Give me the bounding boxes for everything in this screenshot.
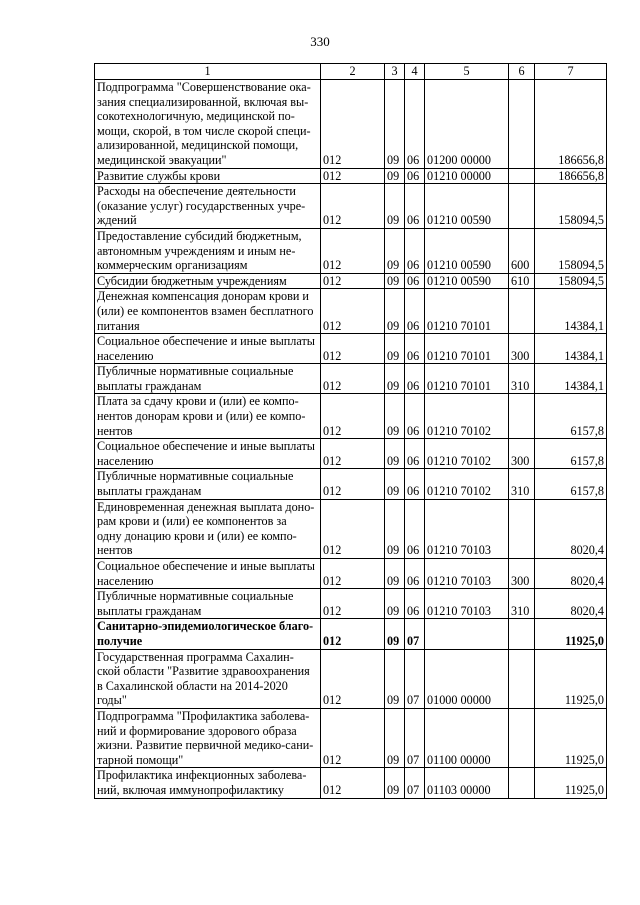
table-body	[95, 80, 607, 799]
row-ministry-code: 012	[321, 499, 385, 558]
row-target-article: 01210 70102	[425, 469, 509, 499]
header-col-4: 4	[405, 64, 425, 80]
row-section: 09	[385, 334, 405, 364]
row-name	[95, 289, 321, 334]
row-target-article: 01210 70103	[425, 559, 509, 589]
row-section: 09	[385, 273, 405, 289]
name-line: коммерческим организациям	[97, 258, 248, 273]
row-subsection: 06	[405, 80, 425, 169]
row-target-article: 01100 00000	[425, 708, 509, 767]
row-target-article: 01103 00000	[425, 768, 509, 798]
name-line: Расходы на обеспечение деятельности	[97, 184, 296, 199]
row-target-article: 01210 70101	[425, 334, 509, 364]
name-line: Развитие службы крови	[97, 168, 221, 183]
row-subsection: 07	[405, 619, 425, 649]
table-row	[95, 228, 607, 273]
row-section: 09	[385, 394, 405, 439]
row-name	[95, 168, 321, 184]
row-name	[95, 559, 321, 589]
row-name	[95, 469, 321, 499]
table-row	[95, 559, 607, 589]
row-sum: 11925,0	[535, 649, 607, 708]
table-row	[95, 394, 607, 439]
name-line: годы"	[97, 693, 127, 708]
row-ministry-code: 012	[321, 768, 385, 798]
row-expense-type: 600	[509, 228, 535, 273]
row-name	[95, 184, 321, 229]
row-ministry-code: 012	[321, 589, 385, 619]
row-section: 09	[385, 228, 405, 273]
table-row	[95, 168, 607, 184]
row-sum: 11925,0	[535, 708, 607, 767]
table-row	[95, 499, 607, 558]
row-sum: 11925,0	[535, 768, 607, 798]
page-number: 330	[310, 34, 330, 49]
row-expense-type	[509, 168, 535, 184]
row-expense-type	[509, 649, 535, 708]
table-row	[95, 768, 607, 798]
row-expense-type	[509, 289, 535, 334]
row-target-article: 01210 70102	[425, 439, 509, 469]
row-expense-type	[509, 708, 535, 767]
name-line: ний и формирование здорового образа	[97, 723, 297, 738]
row-subsection: 07	[405, 768, 425, 798]
name-line: в Сахалинской области на 2014-2020	[97, 678, 288, 693]
row-subsection: 06	[405, 559, 425, 589]
table-row	[95, 273, 607, 289]
row-target-article: 01210 70101	[425, 364, 509, 394]
row-ministry-code: 012	[321, 439, 385, 469]
row-sum: 14384,1	[535, 289, 607, 334]
row-sum: 6157,8	[535, 469, 607, 499]
row-expense-type: 300	[509, 559, 535, 589]
name-line: нентов	[97, 423, 133, 438]
row-target-article: 01210 00000	[425, 168, 509, 184]
name-line: зания специализированной, включая вы-	[97, 94, 309, 109]
row-sum: 8020,4	[535, 589, 607, 619]
row-name	[95, 649, 321, 708]
name-line: Публичные нормативные социальные	[97, 589, 294, 604]
row-expense-type	[509, 394, 535, 439]
row-section: 09	[385, 184, 405, 229]
table-row	[95, 334, 607, 364]
row-ministry-code: 012	[321, 273, 385, 289]
row-section: 09	[385, 499, 405, 558]
row-target-article: 01210 70101	[425, 289, 509, 334]
name-line: населению	[97, 348, 154, 363]
name-line: выплаты гражданам	[97, 378, 202, 393]
row-ministry-code: 012	[321, 334, 385, 364]
header-col-2: 2	[321, 64, 385, 80]
table-row	[95, 649, 607, 708]
row-subsection: 06	[405, 499, 425, 558]
name-line: автономным учреждениям и иным не-	[97, 243, 296, 258]
row-subsection: 06	[405, 589, 425, 619]
name-line: Единовременная денежная выплата доно-	[97, 499, 315, 514]
name-line: сокотехнологичную, медицинской по-	[97, 109, 295, 124]
row-ministry-code: 012	[321, 228, 385, 273]
row-section: 09	[385, 559, 405, 589]
row-ministry-code: 012	[321, 559, 385, 589]
name-line: Социальное обеспечение и иные выплаты	[97, 439, 315, 454]
row-section: 09	[385, 649, 405, 708]
row-section: 09	[385, 469, 405, 499]
row-expense-type: 310	[509, 469, 535, 499]
row-name	[95, 589, 321, 619]
row-sum: 158094,5	[535, 184, 607, 229]
name-line: Плата за сдачу крови и (или) ее компо-	[97, 394, 299, 409]
name-line: Государственная программа Сахалин-	[97, 649, 294, 664]
name-line: ской области "Развитие здравоохранения	[97, 664, 310, 679]
row-target-article: 01200 00000	[425, 80, 509, 169]
row-expense-type	[509, 619, 535, 649]
header-col-5: 5	[425, 64, 509, 80]
row-section: 09	[385, 289, 405, 334]
row-sum: 14384,1	[535, 334, 607, 364]
row-target-article: 01210 70103	[425, 589, 509, 619]
row-subsection: 06	[405, 439, 425, 469]
row-expense-type: 300	[509, 334, 535, 364]
name-line: нентов	[97, 543, 133, 558]
row-name	[95, 80, 321, 169]
header-col-6: 6	[509, 64, 535, 80]
row-ministry-code: 012	[321, 708, 385, 767]
name-line: Субсидии бюджетным учреждениям	[97, 273, 287, 288]
table-row	[95, 708, 607, 767]
row-sum: 158094,5	[535, 273, 607, 289]
table-row	[95, 589, 607, 619]
row-ministry-code: 012	[321, 184, 385, 229]
name-line: выплаты гражданам	[97, 603, 202, 618]
row-section: 09	[385, 364, 405, 394]
name-line: одну донацию крови и (или) ее компо-	[97, 528, 297, 543]
header-col-7: 7	[535, 64, 607, 80]
name-line: ждений	[97, 213, 137, 228]
name-line: Социальное обеспечение и иные выплаты	[97, 334, 315, 349]
name-line: Профилактика инфекционных заболева-	[97, 768, 307, 783]
row-subsection: 07	[405, 708, 425, 767]
row-target-article: 01210 70103	[425, 499, 509, 558]
row-name	[95, 273, 321, 289]
row-subsection: 06	[405, 273, 425, 289]
name-line: тарной помощи"	[97, 752, 184, 767]
row-name	[95, 708, 321, 767]
row-name	[95, 334, 321, 364]
name-line: населению	[97, 453, 154, 468]
header-col-3: 3	[385, 64, 405, 80]
name-line: Предоставление субсидий бюджетным,	[97, 228, 302, 243]
row-subsection: 06	[405, 469, 425, 499]
row-subsection: 07	[405, 649, 425, 708]
table-row	[95, 80, 607, 169]
row-expense-type: 310	[509, 589, 535, 619]
row-name	[95, 228, 321, 273]
row-target-article: 01210 00590	[425, 273, 509, 289]
row-subsection: 06	[405, 334, 425, 364]
row-sum: 158094,5	[535, 228, 607, 273]
name-line: выплаты гражданам	[97, 484, 202, 499]
table-row	[95, 184, 607, 229]
row-expense-type	[509, 499, 535, 558]
row-ministry-code: 012	[321, 80, 385, 169]
name-line: Подпрограмма "Совершенствование ока-	[97, 80, 311, 94]
name-line: нентов донорам крови и (или) ее компо-	[97, 409, 306, 424]
name-line: мощи, скорой, в том числе скорой специ-	[97, 123, 311, 138]
row-subsection: 06	[405, 184, 425, 229]
row-sum: 186656,8	[535, 80, 607, 169]
row-ministry-code: 012	[321, 619, 385, 649]
row-name	[95, 619, 321, 649]
row-target-article	[425, 619, 509, 649]
name-line: (или) ее компонентов взамен бесплатного	[97, 303, 314, 318]
row-section: 09	[385, 589, 405, 619]
row-section: 09	[385, 708, 405, 767]
name-line: Публичные нормативные социальные	[97, 469, 294, 484]
row-sum: 8020,4	[535, 559, 607, 589]
row-subsection: 06	[405, 364, 425, 394]
header-col-1: 1	[95, 64, 321, 80]
row-name	[95, 499, 321, 558]
row-expense-type: 300	[509, 439, 535, 469]
row-section: 09	[385, 439, 405, 469]
row-name	[95, 394, 321, 439]
row-subsection: 06	[405, 289, 425, 334]
row-expense-type: 610	[509, 273, 535, 289]
row-section: 09	[385, 619, 405, 649]
name-line: Публичные нормативные социальные	[97, 364, 294, 379]
row-ministry-code: 012	[321, 168, 385, 184]
row-section: 09	[385, 80, 405, 169]
row-target-article: 01210 70102	[425, 394, 509, 439]
row-name	[95, 768, 321, 798]
row-expense-type	[509, 184, 535, 229]
table-row	[95, 289, 607, 334]
name-line: рам крови и (или) ее компонентов за	[97, 514, 287, 529]
row-target-article: 01000 00000	[425, 649, 509, 708]
row-expense-type	[509, 768, 535, 798]
row-sum: 6157,8	[535, 439, 607, 469]
row-sum: 11925,0	[535, 619, 607, 649]
row-sum: 14384,1	[535, 364, 607, 394]
table-row	[95, 469, 607, 499]
table-row	[95, 439, 607, 469]
row-ministry-code: 012	[321, 394, 385, 439]
name-line: получие	[97, 633, 143, 648]
row-section: 09	[385, 768, 405, 798]
row-name	[95, 439, 321, 469]
row-ministry-code: 012	[321, 469, 385, 499]
row-sum: 6157,8	[535, 394, 607, 439]
row-target-article: 01210 00590	[425, 228, 509, 273]
row-section: 09	[385, 168, 405, 184]
name-line: Подпрограмма "Профилактика заболева-	[97, 708, 310, 723]
row-expense-type: 310	[509, 364, 535, 394]
name-line: ализированной, медицинской помощи,	[97, 138, 299, 153]
name-line: (оказание услуг) государственных учре-	[97, 198, 306, 213]
name-line: Социальное обеспечение и иные выплаты	[97, 559, 315, 573]
row-name	[95, 364, 321, 394]
table-row	[95, 364, 607, 394]
row-ministry-code: 012	[321, 289, 385, 334]
header-row	[95, 64, 607, 80]
name-line: Санитарно-эпидемиологическое благо-	[97, 619, 314, 634]
row-subsection: 06	[405, 228, 425, 273]
name-line: жизни. Развитие первичной медико-сани-	[97, 738, 314, 753]
row-sum: 8020,4	[535, 499, 607, 558]
row-ministry-code: 012	[321, 649, 385, 708]
row-subsection: 06	[405, 394, 425, 439]
name-line: ний, включая иммунопрофилактику	[97, 782, 284, 797]
budget-table	[94, 63, 607, 799]
row-sum: 186656,8	[535, 168, 607, 184]
name-line: питания	[97, 318, 140, 333]
name-line: населению	[97, 573, 154, 588]
name-line: Денежная компенсация донорам крови и	[97, 289, 309, 304]
row-expense-type	[509, 80, 535, 169]
row-ministry-code: 012	[321, 364, 385, 394]
name-line: медицинской эвакуации"	[97, 152, 227, 167]
table-row	[95, 619, 607, 649]
row-subsection: 06	[405, 168, 425, 184]
row-target-article: 01210 00590	[425, 184, 509, 229]
